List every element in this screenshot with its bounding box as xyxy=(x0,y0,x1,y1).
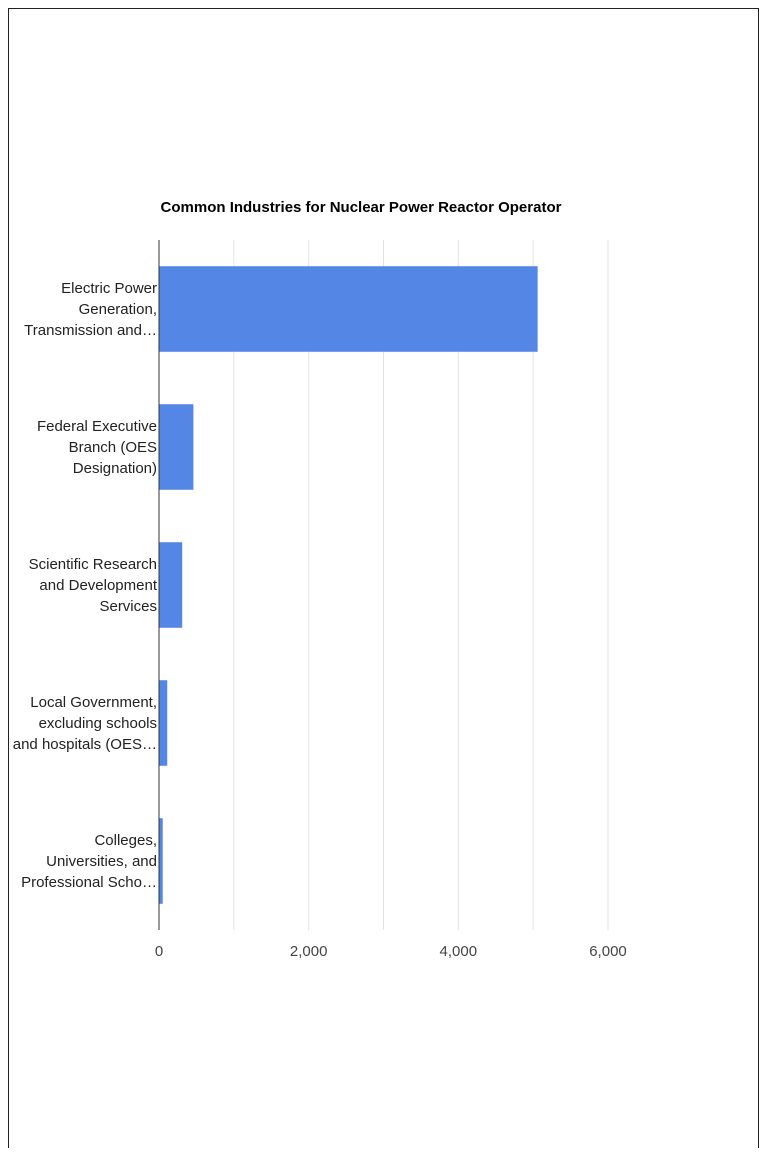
category-label-line: Electric Power xyxy=(61,280,157,297)
category-label xyxy=(21,832,157,891)
x-tick-label: 4,000 xyxy=(439,943,478,960)
category-label-line: and Development xyxy=(39,577,157,594)
bar xyxy=(159,542,182,628)
category-label-line: Local Government, xyxy=(30,694,157,711)
category-label-line: Professional Scho… xyxy=(21,874,157,891)
category-label-line: Universities, and xyxy=(46,853,157,870)
category-label xyxy=(24,280,157,339)
category-label-line: Colleges, xyxy=(94,832,157,849)
category-label-line: Designation) xyxy=(72,460,157,477)
bar xyxy=(159,818,163,904)
category-label-line: Federal Executive xyxy=(36,418,157,435)
bar xyxy=(159,680,167,766)
category-label xyxy=(29,556,158,615)
bar xyxy=(159,404,193,490)
chart-title: Common Industries for Nuclear Power Reactor Operator xyxy=(160,199,562,216)
category-label-line: Generation, xyxy=(78,301,157,318)
bars xyxy=(159,266,538,904)
category-label-line: excluding schools xyxy=(38,715,157,732)
category-label-line: Services xyxy=(99,598,157,615)
x-tick-labels xyxy=(155,943,627,960)
category-label-line: Transmission and… xyxy=(24,322,157,339)
x-tick-label: 2,000 xyxy=(289,943,328,960)
category-label xyxy=(13,694,157,753)
category-labels xyxy=(13,280,158,891)
bar xyxy=(159,266,538,352)
category-label-line: Scientific Research xyxy=(28,556,157,573)
x-tick-label: 0 xyxy=(154,943,164,960)
category-label-line: Branch (OES xyxy=(68,439,157,456)
category-label-line: and hospitals (OES… xyxy=(12,736,157,753)
x-tick-label: 6,000 xyxy=(589,943,627,960)
category-label xyxy=(37,418,157,477)
